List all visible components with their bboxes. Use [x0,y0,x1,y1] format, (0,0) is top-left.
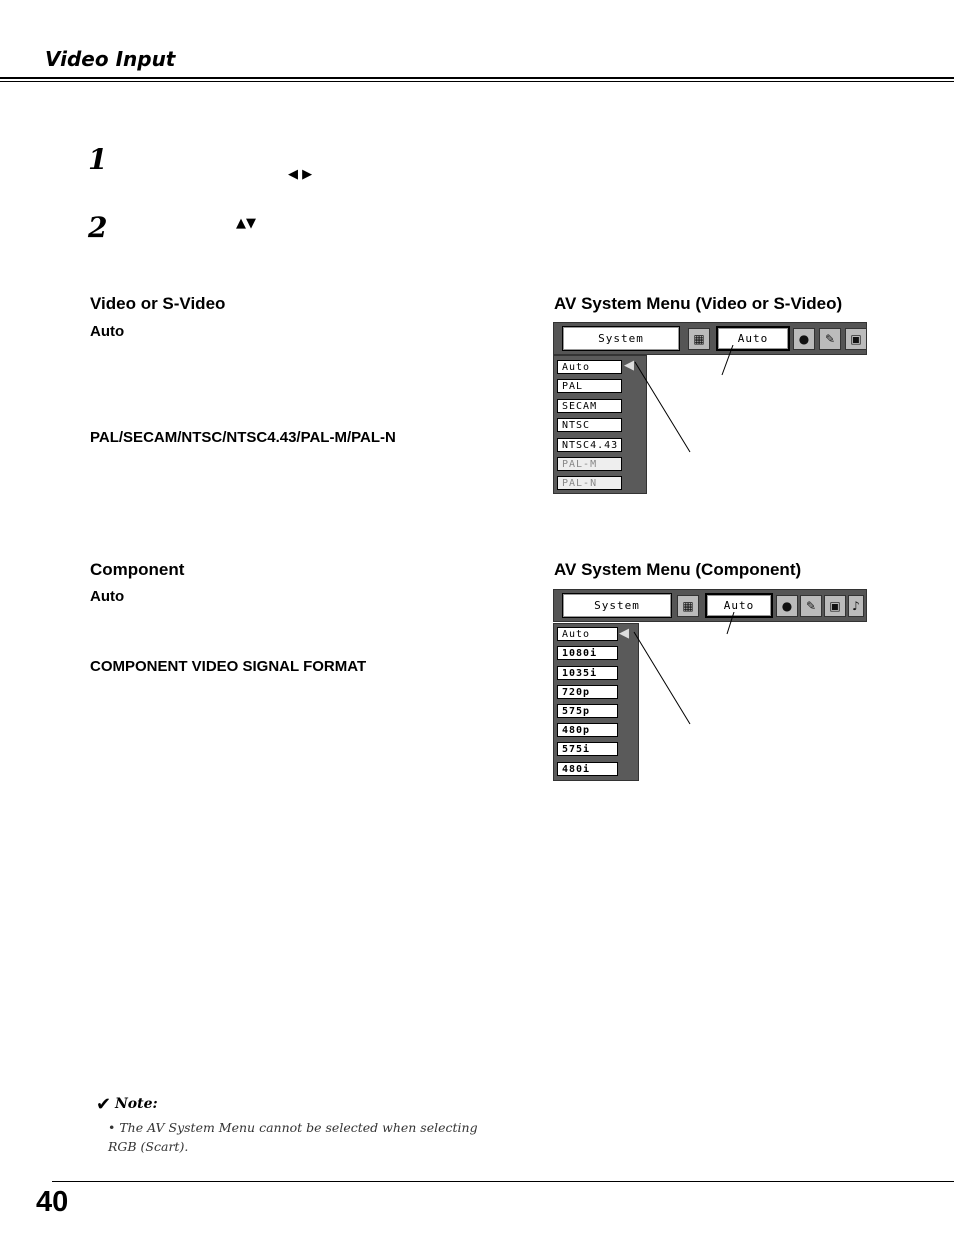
page-header-title: Video Input [45,47,176,71]
menu-item-auto[interactable]: Auto [557,627,618,641]
menu-item-pal[interactable]: PAL [557,379,622,393]
header-rule [0,77,954,79]
av-menu-video-callouts [553,340,713,460]
step-2-number: 2 [88,211,108,244]
component-format-label: COMPONENT VIDEO SIGNAL FORMAT [90,658,367,675]
image-adjust-icon[interactable]: ✎ [819,328,841,350]
component-auto-label: Auto [90,588,125,605]
menu-item-pal-m[interactable]: PAL-M [557,457,622,471]
header-rule-thin [0,81,954,82]
page-number: 40 [36,1186,69,1218]
menu-item-ntsc443[interactable]: NTSC4.43 [557,438,622,452]
av-menu-component-caption: AV System Menu (Component) [554,560,802,579]
av-menu-component-callouts [630,612,700,732]
menu-item-auto[interactable]: Auto [557,360,622,374]
component-section-heading: Component [90,560,185,579]
note-text: • The AV System Menu cannot be selected when selecting RGB (Scart). [108,1120,478,1154]
menu-item-480i[interactable]: 480i [557,762,618,776]
step-1-number: 1 [88,143,108,176]
av-menu-component-bar [553,589,867,622]
menu-item-1035i[interactable]: 1035i [557,666,618,680]
av-system-icon[interactable]: ▦ [677,595,699,617]
screen-icon[interactable]: ▣ [824,595,846,617]
system-value-tab[interactable]: Auto [716,326,790,351]
sound-icon[interactable]: ♪ [848,595,864,617]
av-menu-component-list [553,623,639,781]
pointer-arrow-icon: ◀ [619,626,629,641]
system-tab[interactable]: System [562,593,672,618]
pointer-arrow-icon: ◀ [624,358,634,373]
image-adjust-icon[interactable]: ✎ [800,595,822,617]
up-down-arrows-icon: ▲▼ [236,216,256,231]
menu-item-secam[interactable]: SECAM [557,399,622,413]
note-heading: Note: [115,1096,158,1112]
screen-icon[interactable]: ▣ [845,328,867,350]
system-value-tab[interactable]: Auto [705,593,773,618]
menu-item-575p[interactable]: 575p [557,704,618,718]
callout-line-value [700,345,740,380]
color-icon[interactable]: ● [793,328,815,350]
menu-item-1080i[interactable]: 1080i [557,646,618,660]
system-tab[interactable]: System [562,326,680,351]
color-icon[interactable]: ● [776,595,798,617]
video-auto-label: Auto [90,323,125,340]
menu-item-480p[interactable]: 480p [557,723,618,737]
menu-item-pal-n[interactable]: PAL-N [557,476,622,490]
left-right-arrows-icon: ◀ ▶ [288,167,313,182]
video-systems-label: PAL/SECAM/NTSC/NTSC4.43/PAL-M/PAL-N [90,429,396,446]
footer-rule [52,1181,954,1182]
callout-line-value [720,612,740,637]
menu-item-720p[interactable]: 720p [557,685,618,699]
check-mark-icon: ✔ [96,1094,112,1115]
menu-item-ntsc[interactable]: NTSC [557,418,622,432]
av-system-icon[interactable]: ▦ [688,328,710,350]
menu-item-575i[interactable]: 575i [557,742,618,756]
av-menu-video-caption: AV System Menu (Video or S-Video) [554,294,843,313]
video-section-heading: Video or S-Video [90,294,226,313]
